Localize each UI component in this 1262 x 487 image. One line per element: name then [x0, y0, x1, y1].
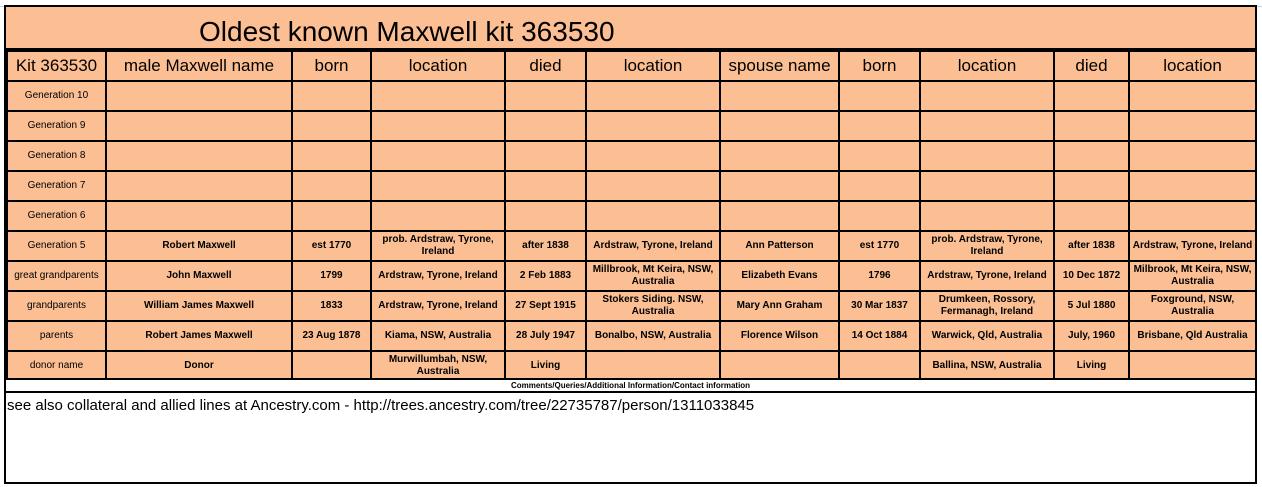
table-row	[7, 141, 1256, 171]
table-cell[interactable]	[1054, 141, 1129, 171]
table-cell[interactable]: Kiama, NSW, Australia	[371, 321, 505, 351]
table-cell[interactable]	[586, 141, 720, 171]
generation-label-cell[interactable]: Generation 5	[7, 231, 106, 261]
column-header[interactable]: Kit 363530	[7, 51, 106, 81]
table-cell[interactable]: 14 Oct 1884	[839, 321, 920, 351]
column-header[interactable]: spouse name	[720, 51, 839, 81]
table-cell[interactable]	[292, 171, 371, 201]
column-header[interactable]: born	[292, 51, 371, 81]
table-row	[7, 351, 1256, 381]
column-header[interactable]: born	[839, 51, 920, 81]
table-cell[interactable]: after 1838	[505, 231, 586, 261]
table-cell[interactable]: Ardstraw, Tyrone, Ireland	[371, 261, 505, 291]
table-cell[interactable]	[920, 81, 1054, 111]
table-cell[interactable]	[505, 201, 586, 231]
table-cell[interactable]: est 1770	[292, 231, 371, 261]
table-cell[interactable]	[720, 81, 839, 111]
table-cell[interactable]	[1129, 141, 1256, 171]
table-cell[interactable]	[106, 171, 292, 201]
table-cell[interactable]: Ardstraw, Tyrone, Ireland	[586, 231, 720, 261]
table-cell[interactable]: 5 Jul 1880	[1054, 291, 1129, 321]
table-cell[interactable]	[505, 81, 586, 111]
table-cell[interactable]	[839, 81, 920, 111]
generation-label-cell[interactable]: Generation 8	[7, 141, 106, 171]
table-row	[7, 111, 1256, 141]
generation-label-cell[interactable]: Generation 7	[7, 171, 106, 201]
table-cell[interactable]	[505, 111, 586, 141]
table-cell[interactable]	[920, 111, 1054, 141]
table-cell[interactable]	[839, 201, 920, 231]
table-cell[interactable]: 27 Sept 1915	[505, 291, 586, 321]
table-cell[interactable]	[720, 111, 839, 141]
table-cell[interactable]: 1799	[292, 261, 371, 291]
column-header[interactable]: location	[920, 51, 1054, 81]
table-cell[interactable]	[720, 141, 839, 171]
table-cell[interactable]	[505, 141, 586, 171]
table-cell[interactable]: Milbrook, Mt Keira, NSW, Australia	[1129, 261, 1256, 291]
table-cell[interactable]	[1129, 81, 1256, 111]
table-cell[interactable]: prob. Ardstraw, Tyrone, Ireland	[371, 231, 505, 261]
table-row	[7, 231, 1256, 261]
table-cell[interactable]: Mary Ann Graham	[720, 291, 839, 321]
table-cell[interactable]: 28 July 1947	[505, 321, 586, 351]
table-cell[interactable]	[839, 351, 920, 381]
table-cell[interactable]	[1054, 171, 1129, 201]
generation-label-cell[interactable]: Generation 6	[7, 201, 106, 231]
table-cell[interactable]	[839, 111, 920, 141]
table-cell[interactable]	[586, 201, 720, 231]
table-cell[interactable]	[920, 141, 1054, 171]
table-cell[interactable]	[839, 141, 920, 171]
table-cell[interactable]	[371, 111, 505, 141]
table-cell[interactable]: Ardstraw, Tyrone, Ireland	[371, 291, 505, 321]
table-cell[interactable]	[371, 141, 505, 171]
table-row	[7, 201, 1256, 231]
table-cell[interactable]: Florence Wilson	[720, 321, 839, 351]
table-cell[interactable]: prob. Ardstraw, Tyrone, Ireland	[920, 231, 1054, 261]
table-cell[interactable]: 30 Mar 1837	[839, 291, 920, 321]
table-cell[interactable]: Millbrook, Mt Keira, NSW, Australia	[586, 261, 720, 291]
table-cell[interactable]: 1796	[839, 261, 920, 291]
table-cell[interactable]	[106, 81, 292, 111]
table-cell[interactable]: Ann Patterson	[720, 231, 839, 261]
table-cell[interactable]: Brisbane, Qld Australia	[1129, 321, 1256, 351]
table-cell[interactable]	[1054, 111, 1129, 141]
table-cell[interactable]: Robert Maxwell	[106, 231, 292, 261]
column-header[interactable]: died	[505, 51, 586, 81]
table-cell[interactable]: John Maxwell	[106, 261, 292, 291]
table-row	[7, 261, 1256, 291]
table-cell[interactable]: Ardstraw, Tyrone, Ireland	[1129, 231, 1256, 261]
table-cell[interactable]: Foxground, NSW, Australia	[1129, 291, 1256, 321]
header-row	[7, 51, 1256, 81]
table-cell[interactable]	[1129, 111, 1256, 141]
table-cell[interactable]: Warwick, Qld, Australia	[920, 321, 1054, 351]
table-cell[interactable]	[720, 171, 839, 201]
table-cell[interactable]: Robert James Maxwell	[106, 321, 292, 351]
table-cell[interactable]	[1054, 201, 1129, 231]
ancestry-chart-sheet	[4, 5, 1257, 484]
table-row	[7, 291, 1256, 321]
table-row	[7, 81, 1256, 111]
table-cell[interactable]	[106, 201, 292, 231]
generation-label-cell[interactable]: Generation 10	[7, 81, 106, 111]
table-cell[interactable]: Ballina, NSW, Australia	[920, 351, 1054, 381]
table-cell[interactable]	[292, 141, 371, 171]
table-cell[interactable]: Living	[505, 351, 586, 381]
table-cell[interactable]	[292, 111, 371, 141]
column-header[interactable]: location	[371, 51, 505, 81]
table-cell[interactable]: William James Maxwell	[106, 291, 292, 321]
table-cell[interactable]	[586, 351, 720, 381]
table-cell[interactable]	[1129, 351, 1256, 381]
table-cell[interactable]: Drumkeen, Rossory, Fermanagh, Ireland	[920, 291, 1054, 321]
table-cell[interactable]	[1129, 201, 1256, 231]
table-row	[7, 171, 1256, 201]
title-row[interactable]	[6, 7, 1255, 50]
table-cell[interactable]	[371, 171, 505, 201]
table-cell[interactable]	[106, 141, 292, 171]
table-cell[interactable]	[586, 111, 720, 141]
table-row	[7, 321, 1256, 351]
table-cell[interactable]: 10 Dec 1872	[1054, 261, 1129, 291]
table-cell[interactable]: Stokers Siding. NSW, Australia	[586, 291, 720, 321]
column-header[interactable]: died	[1054, 51, 1129, 81]
table-cell[interactable]	[292, 351, 371, 381]
column-header[interactable]: location	[586, 51, 720, 81]
column-header[interactable]: location	[1129, 51, 1256, 81]
comments-text[interactable]: see also collateral and allied lines at Ancestry.com - http://trees.ancestry.com/tree/22735787/person/1311033845	[6, 393, 1255, 482]
table-cell[interactable]	[720, 201, 839, 231]
table-cell[interactable]	[371, 81, 505, 111]
column-header[interactable]: male Maxwell name	[106, 51, 292, 81]
table-cell[interactable]: July, 1960	[1054, 321, 1129, 351]
generation-label-cell[interactable]: donor name	[7, 351, 106, 381]
generation-label-cell[interactable]: Generation 9	[7, 111, 106, 141]
table-cell[interactable]	[1054, 81, 1129, 111]
table-cell[interactable]	[586, 171, 720, 201]
table-cell[interactable]	[371, 201, 505, 231]
table-cell[interactable]	[1129, 171, 1256, 201]
page-title: Oldest known Maxwell kit 363530	[199, 16, 615, 47]
table-cell[interactable]	[586, 81, 720, 111]
table-cell[interactable]	[920, 201, 1054, 231]
generation-label-cell[interactable]: grandparents	[7, 291, 106, 321]
table-cell[interactable]: Living	[1054, 351, 1129, 381]
table-cell[interactable]: 23 Aug 1878	[292, 321, 371, 351]
table-cell[interactable]: Donor	[106, 351, 292, 381]
table-cell[interactable]	[505, 171, 586, 201]
table-cell[interactable]: 2 Feb 1883	[505, 261, 586, 291]
ancestry-table	[6, 50, 1257, 382]
table-cell[interactable]: Bonalbo, NSW, Australia	[586, 321, 720, 351]
table-cell[interactable]	[106, 111, 292, 141]
table-cell[interactable]	[720, 351, 839, 381]
table-cell[interactable]: Ardstraw, Tyrone, Ireland	[920, 261, 1054, 291]
table-cell[interactable]: Murwillumbah, NSW, Australia	[371, 351, 505, 381]
table-cell[interactable]	[920, 171, 1054, 201]
table-cell[interactable]: 1833	[292, 291, 371, 321]
table-cell[interactable]: Elizabeth Evans	[720, 261, 839, 291]
table-cell[interactable]	[839, 171, 920, 201]
comments-header[interactable]: Comments/Queries/Additional Information/Contact information	[6, 378, 1255, 393]
generation-label-cell[interactable]: parents	[7, 321, 106, 351]
table-cell[interactable]: after 1838	[1054, 231, 1129, 261]
generation-label-cell[interactable]: great grandparents	[7, 261, 106, 291]
table-cell[interactable]	[292, 81, 371, 111]
table-cell[interactable]	[292, 201, 371, 231]
table-cell[interactable]: est 1770	[839, 231, 920, 261]
